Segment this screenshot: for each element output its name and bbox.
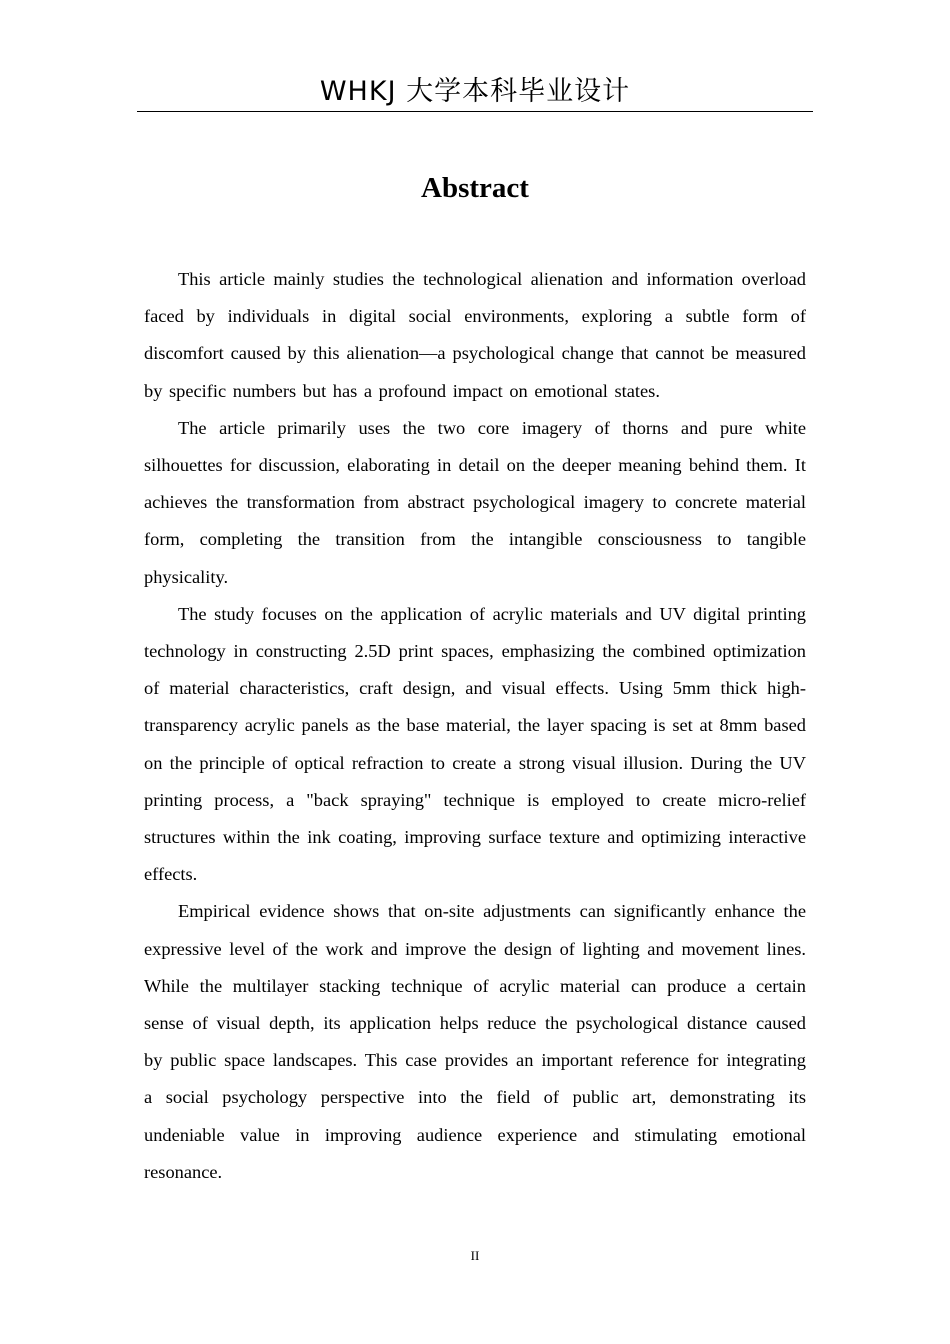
abstract-body	[144, 261, 806, 1191]
running-header: WHKJ 大学本科毕业设计	[319, 76, 631, 107]
abstract-paragraph-2: The article primarily uses the two core imagery of thorns and pure white silhouettes for discussion, elaborating in detail on the deeper meaning behind them. It achieves the transformation from abstract psychological imagery to concrete material form, completing the transition from the intangible consciousness to tangible physicality.	[144, 417, 806, 587]
abstract-paragraph-1: This article mainly studies the technological alienation and information overload faced by individuals in digital social environments, exploring a subtle form of discomfort caused by this alienation—a psychological change that cannot be measured by specific numbers but has a profound impact on emotional states.	[144, 269, 806, 401]
page-number: II	[470, 1248, 480, 1263]
header-rule	[137, 111, 813, 112]
abstract-heading: Abstract	[421, 172, 529, 204]
abstract-paragraph-3: The study focuses on the application of acrylic materials and UV digital printing technology in constructing 2.5D print spaces, emphasizing the combined optimization of material characteristics, craft design, and visual effects. Using 5mm thick high-transparency acrylic panels as the base material, the layer spacing is set at 8mm based on the principle of optical refraction to create a strong visual illusion. During the UV printing process, a "back spraying" technique is employed to create micro-relief structures within the ink coating, improving surface texture and optimizing interactive effects.	[144, 603, 806, 885]
abstract-paragraph-4: Empirical evidence shows that on-site adjustments can significantly enhance the expressive level of the work and improve the design of lighting and movement lines. While the multilayer stacking technique of acrylic material can produce a certain sense of visual depth, its application helps reduce the psychological distance caused by public space landscapes. This case provides an important reference for integrating a social psychology perspective into the field of public art, demonstrating its undeniable value in improving audience experience and stimulating emotional resonance.	[144, 901, 806, 1182]
